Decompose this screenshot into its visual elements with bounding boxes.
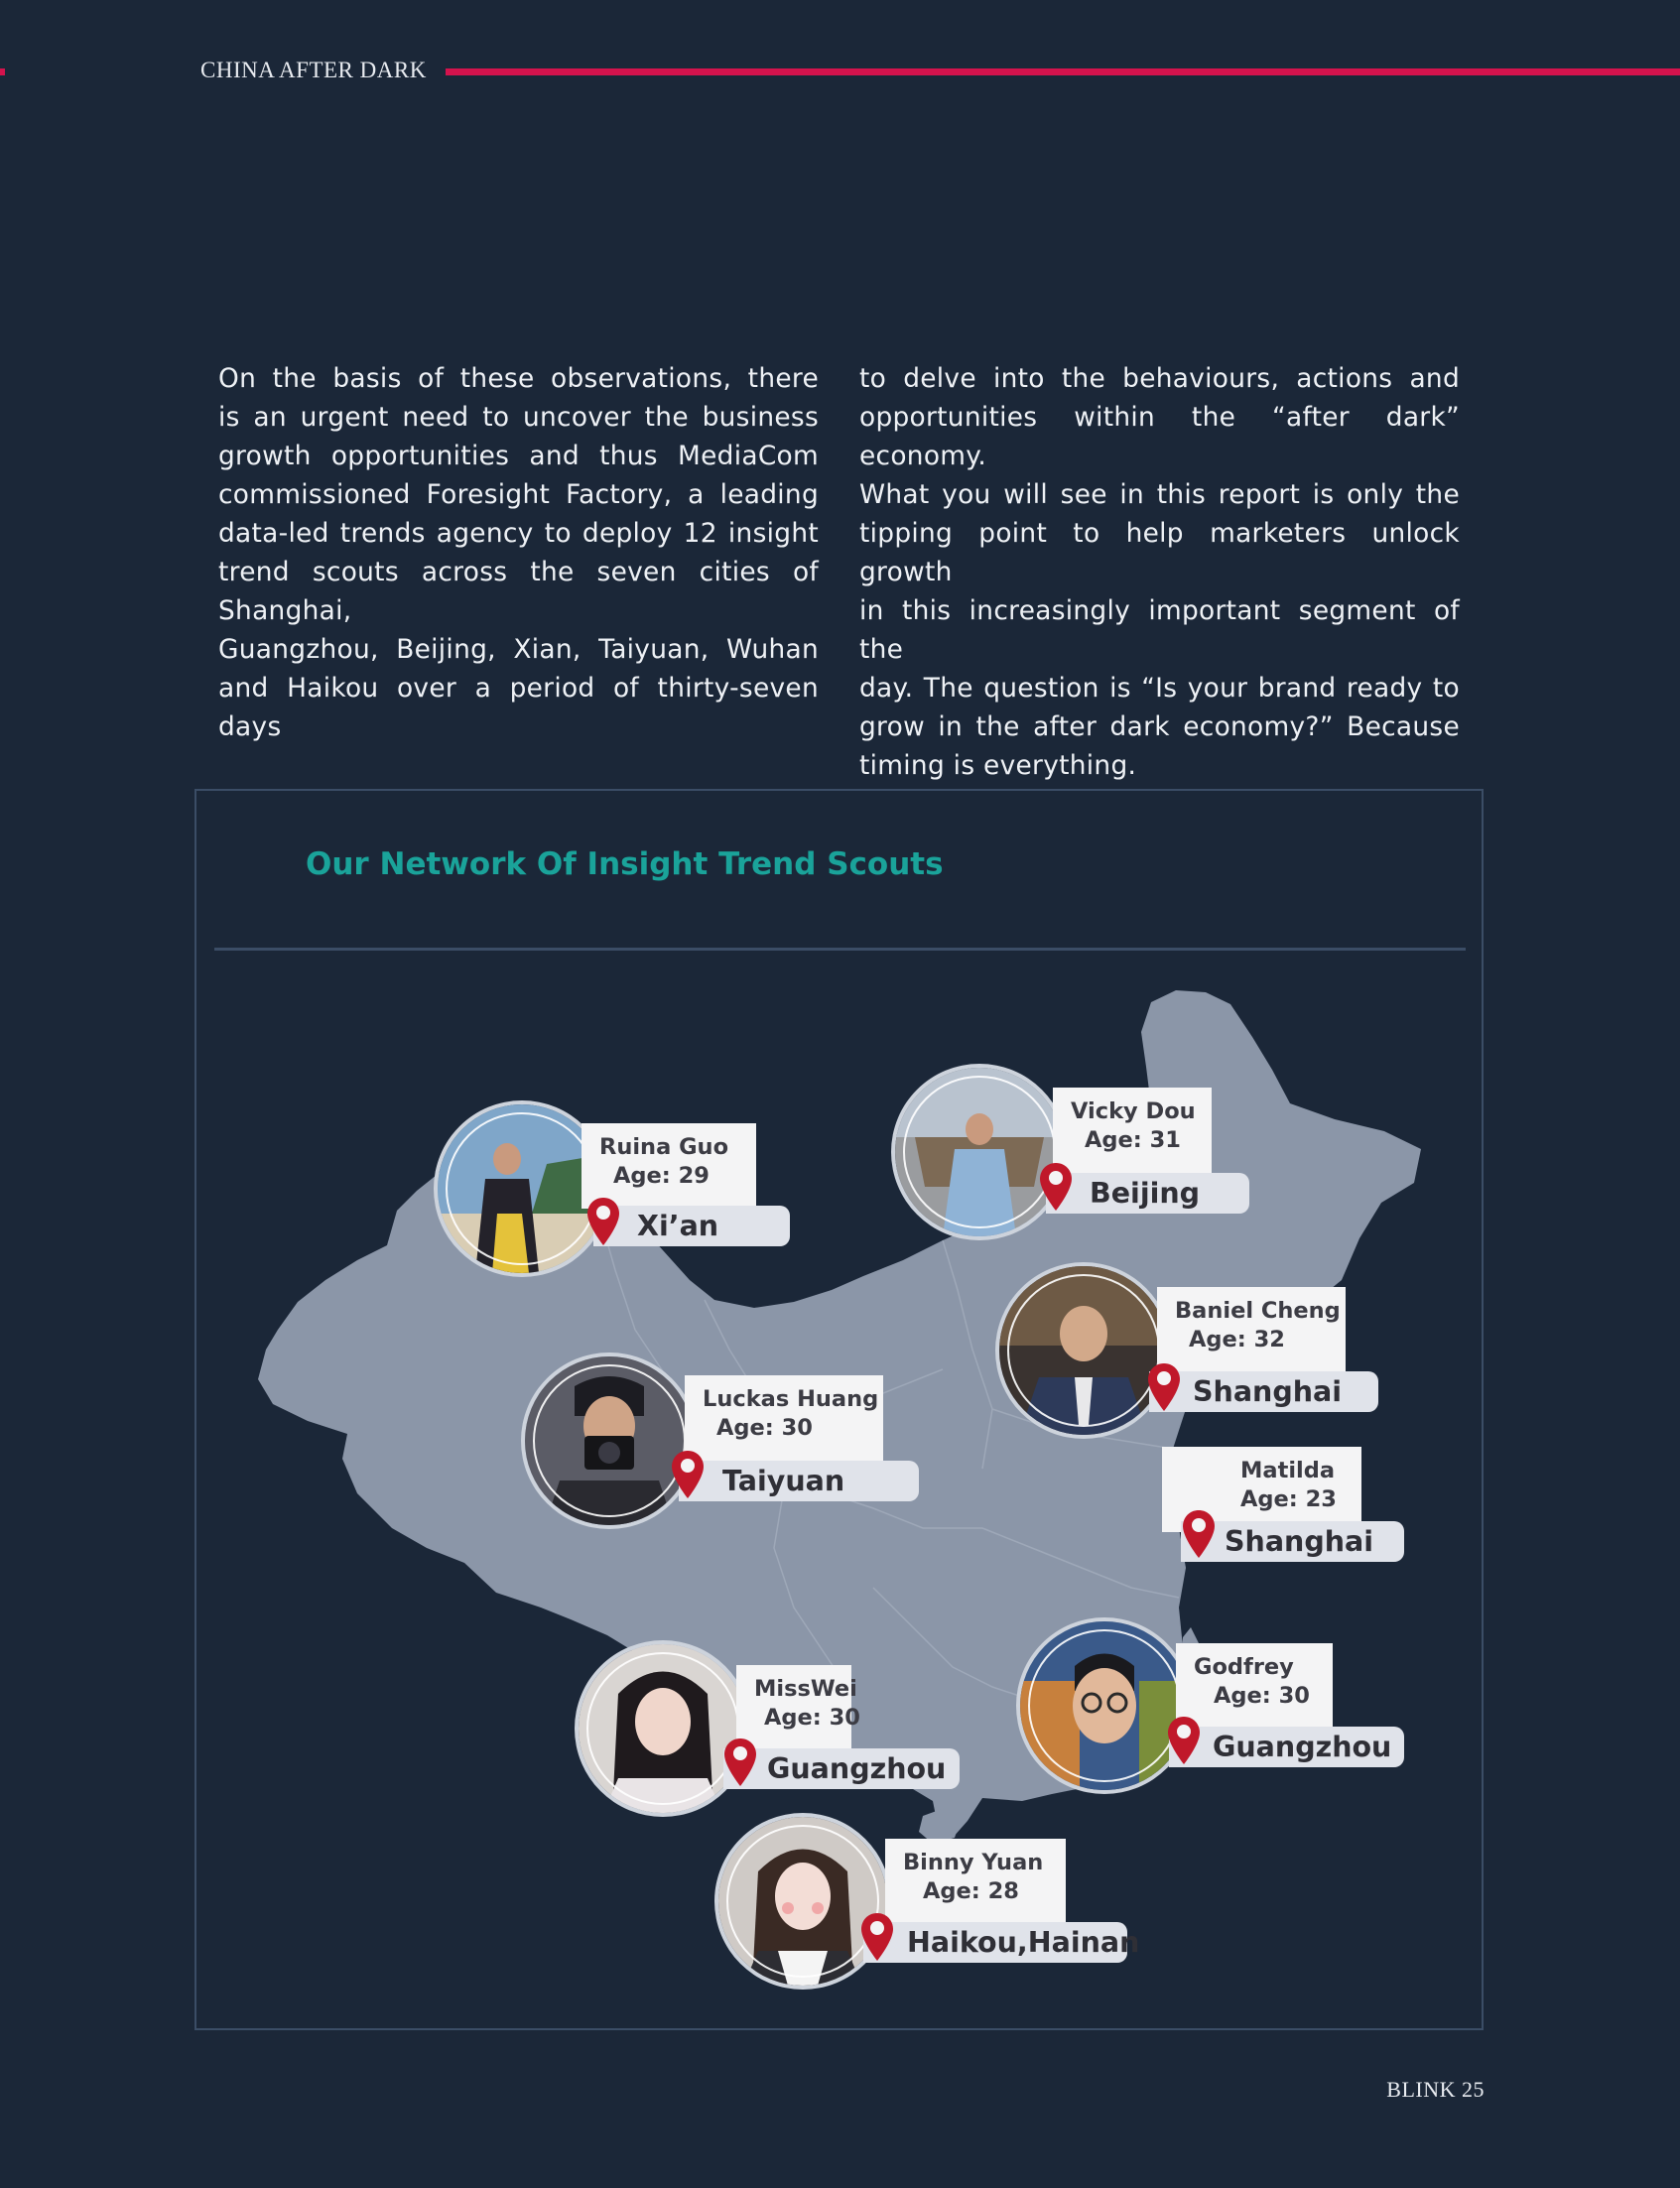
scout-age: Age: 32 [1189, 1327, 1285, 1352]
location-pin-icon [1038, 1161, 1074, 1213]
scout-age: Age: 30 [1214, 1683, 1310, 1709]
photo-ring [903, 1076, 1056, 1228]
intro-line: data-led trends agency to deploy 12 insight [218, 518, 819, 549]
photo-ring [1028, 1629, 1181, 1782]
scout-age: Age: 28 [923, 1878, 1019, 1904]
scout-city-bar: Haikou,Hainan [863, 1922, 1127, 1963]
scout-name: Binny Yuan [903, 1850, 1044, 1875]
intro-line: commissioned Foresight Factory, a leading [218, 479, 819, 510]
scout-name: Baniel Cheng [1175, 1298, 1341, 1324]
page-number: BLINK 25 [1386, 2077, 1485, 2102]
intro-line: growth opportunities and thus MediaCom [218, 441, 819, 471]
intro-line: timing is everything. [859, 750, 1137, 781]
scout-age: Age: 30 [716, 1415, 813, 1441]
location-pin-icon [1181, 1508, 1217, 1560]
scout-name: Godfrey [1194, 1654, 1294, 1680]
scout-name-box [885, 1839, 1066, 1924]
scout-name: Luckas Huang [703, 1386, 879, 1412]
location-pin-icon [1166, 1715, 1202, 1766]
scout-city-bar: Shanghai [1181, 1521, 1404, 1562]
intro-line: grow in the after dark economy?” Because [859, 711, 1460, 742]
intro-line: Guangzhou, Beijing, Xian, Taiyuan, Wuhan [218, 634, 819, 665]
intro-line: On the basis of these observations, there [218, 363, 819, 394]
photo-ring [586, 1652, 739, 1805]
scout-age: Age: 31 [1085, 1127, 1181, 1153]
intro-line: trend scouts across the seven cities of Shanghai, [218, 557, 819, 626]
location-pin-icon [585, 1196, 621, 1247]
photo-ring [446, 1112, 598, 1265]
scout-name: Vicky Dou [1071, 1098, 1196, 1124]
location-pin-icon [722, 1737, 758, 1788]
scout-city-bar: Guangzhou [1169, 1727, 1404, 1767]
scout-photo [999, 1266, 1168, 1435]
scout-age: Age: 23 [1240, 1486, 1337, 1512]
scout-city-bar: Shanghai [1149, 1371, 1378, 1412]
scout-age: Age: 29 [613, 1163, 710, 1189]
scout-name: Matilda [1240, 1458, 1336, 1483]
location-pin-icon [670, 1449, 706, 1500]
scout-photo [525, 1356, 694, 1525]
photo-ring [533, 1364, 686, 1517]
scout-age: Age: 30 [764, 1705, 860, 1731]
scout-name-box [1053, 1088, 1212, 1173]
intro-line: What you will see in this report is only the [859, 479, 1460, 510]
scout-city-bar: Beijing [1046, 1173, 1249, 1214]
scout-name: Ruina Guo [599, 1134, 729, 1160]
intro-line: day. The question is “Is your brand ready to [859, 673, 1460, 704]
location-pin-icon [1146, 1361, 1182, 1413]
scout-city-bar: Guangzhou [723, 1748, 960, 1789]
intro-line: is an urgent need to uncover the business [218, 402, 819, 433]
intro-line: and Haikou over a period of thirty-seven days [218, 673, 819, 742]
intro-line: to delve into the behaviours, actions and [859, 363, 1460, 394]
intro-line: opportunities within the “after dark” economy. [859, 402, 1460, 471]
scout-photo [1020, 1621, 1189, 1790]
scout-name-box [685, 1375, 883, 1461]
running-header: CHINA AFTER DARK [200, 58, 427, 82]
intro-line: in this increasingly important segment of the [859, 595, 1460, 665]
scout-name: MissWei [754, 1676, 857, 1702]
panel-title: Our Network Of Insight Trend Scouts [306, 846, 944, 882]
intro-line: tipping point to help marketers unlock growth [859, 518, 1460, 587]
photo-ring [726, 1825, 879, 1978]
scout-city-bar: Taiyuan [679, 1461, 919, 1501]
location-pin-icon [859, 1911, 895, 1963]
scout-name-box [1157, 1287, 1346, 1372]
scout-city-bar: Xi’an [593, 1206, 790, 1246]
photo-ring [1007, 1274, 1160, 1427]
